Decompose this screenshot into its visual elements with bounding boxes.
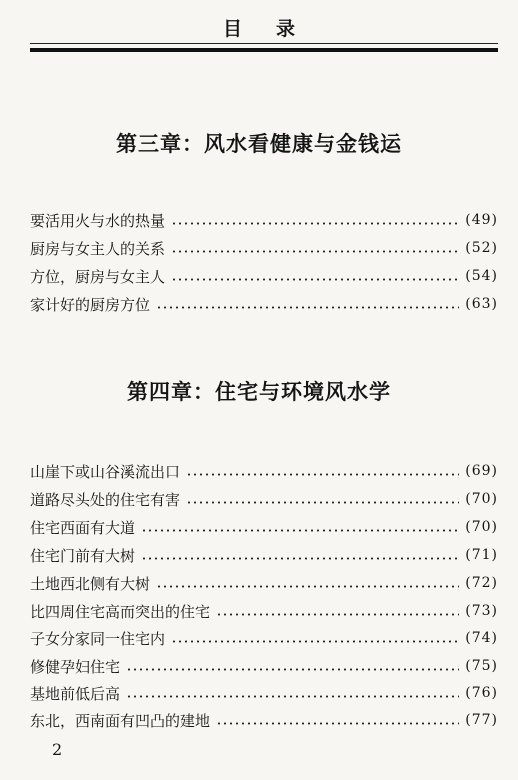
toc-entry[interactable] <box>30 515 498 539</box>
leader-dots <box>156 585 459 588</box>
toc-entry[interactable] <box>30 459 498 483</box>
entry-label: 住宅门前有大树 <box>30 546 136 565</box>
page-title-part-1: 目 <box>222 18 242 40</box>
leader-dots <box>126 695 459 698</box>
leader-dots <box>141 557 459 560</box>
toc-entry[interactable] <box>30 599 498 623</box>
entry-page: (70) <box>465 491 498 507</box>
leader-dots <box>156 306 459 309</box>
entry-label: 住宅西面有大道 <box>30 518 136 537</box>
chapter-title: 第三章：风水看健康与金钱运 <box>116 131 402 156</box>
chapter-title: 第四章：住宅与环境风水学 <box>127 379 391 404</box>
leader-dots <box>216 722 459 725</box>
entry-page: (54) <box>465 268 498 284</box>
entry-page: (73) <box>465 603 498 619</box>
leader-dots <box>171 278 459 281</box>
entry-page: (72) <box>465 575 498 591</box>
entry-label: 土地西北侧有大树 <box>30 574 151 593</box>
entry-page: (49) <box>465 212 498 228</box>
entry-label: 方位，厨房与女主人 <box>30 267 166 286</box>
entry-page: (74) <box>465 630 498 646</box>
page-number: 2 <box>52 740 63 759</box>
entry-label: 东北，西南面有凹凸的建地 <box>30 711 211 730</box>
page-title-part-2: 录 <box>276 18 296 40</box>
toc-entry[interactable] <box>30 487 498 511</box>
leader-dots <box>186 473 459 476</box>
header-rule-thick <box>30 48 498 52</box>
entry-label: 基地前低后高 <box>30 684 121 703</box>
leader-dots <box>186 501 459 504</box>
entry-page: (76) <box>465 685 498 701</box>
entry-page: (71) <box>465 547 498 563</box>
toc-entry[interactable] <box>30 708 498 732</box>
toc-entry[interactable] <box>30 654 498 678</box>
entry-label: 要活用火与水的热量 <box>30 211 166 230</box>
entry-page: (52) <box>465 240 498 256</box>
entry-label: 比四周住宅高而突出的住宅 <box>30 602 211 621</box>
entry-label: 子女分家同一住宅内 <box>30 629 166 648</box>
header-rule-thin <box>30 43 498 44</box>
entry-label: 山崖下或山谷溪流出口 <box>30 462 181 481</box>
toc-entry[interactable] <box>30 208 498 232</box>
toc-entry[interactable] <box>30 543 498 567</box>
entry-page: (63) <box>465 296 498 312</box>
leader-dots <box>216 613 459 616</box>
toc-entry[interactable] <box>30 571 498 595</box>
leader-dots <box>141 529 459 532</box>
entry-label: 修健孕妇住宅 <box>30 657 121 676</box>
toc-entry[interactable] <box>30 236 498 260</box>
leader-dots <box>126 668 459 671</box>
toc-entry[interactable] <box>30 626 498 650</box>
entry-page: (70) <box>465 519 498 535</box>
entry-page: (69) <box>465 463 498 479</box>
leader-dots <box>171 222 459 225</box>
entry-label: 厨房与女主人的关系 <box>30 239 166 258</box>
toc-entry[interactable] <box>30 681 498 705</box>
leader-dots <box>171 250 459 253</box>
toc-entry[interactable] <box>30 292 498 316</box>
entry-label: 家计好的厨房方位 <box>30 295 151 314</box>
entry-page: (77) <box>465 712 498 728</box>
page-title <box>0 14 518 41</box>
leader-dots <box>171 640 459 643</box>
toc-entry[interactable] <box>30 264 498 288</box>
entry-page: (75) <box>465 658 498 674</box>
entry-label: 道路尽头处的住宅有害 <box>30 490 181 509</box>
